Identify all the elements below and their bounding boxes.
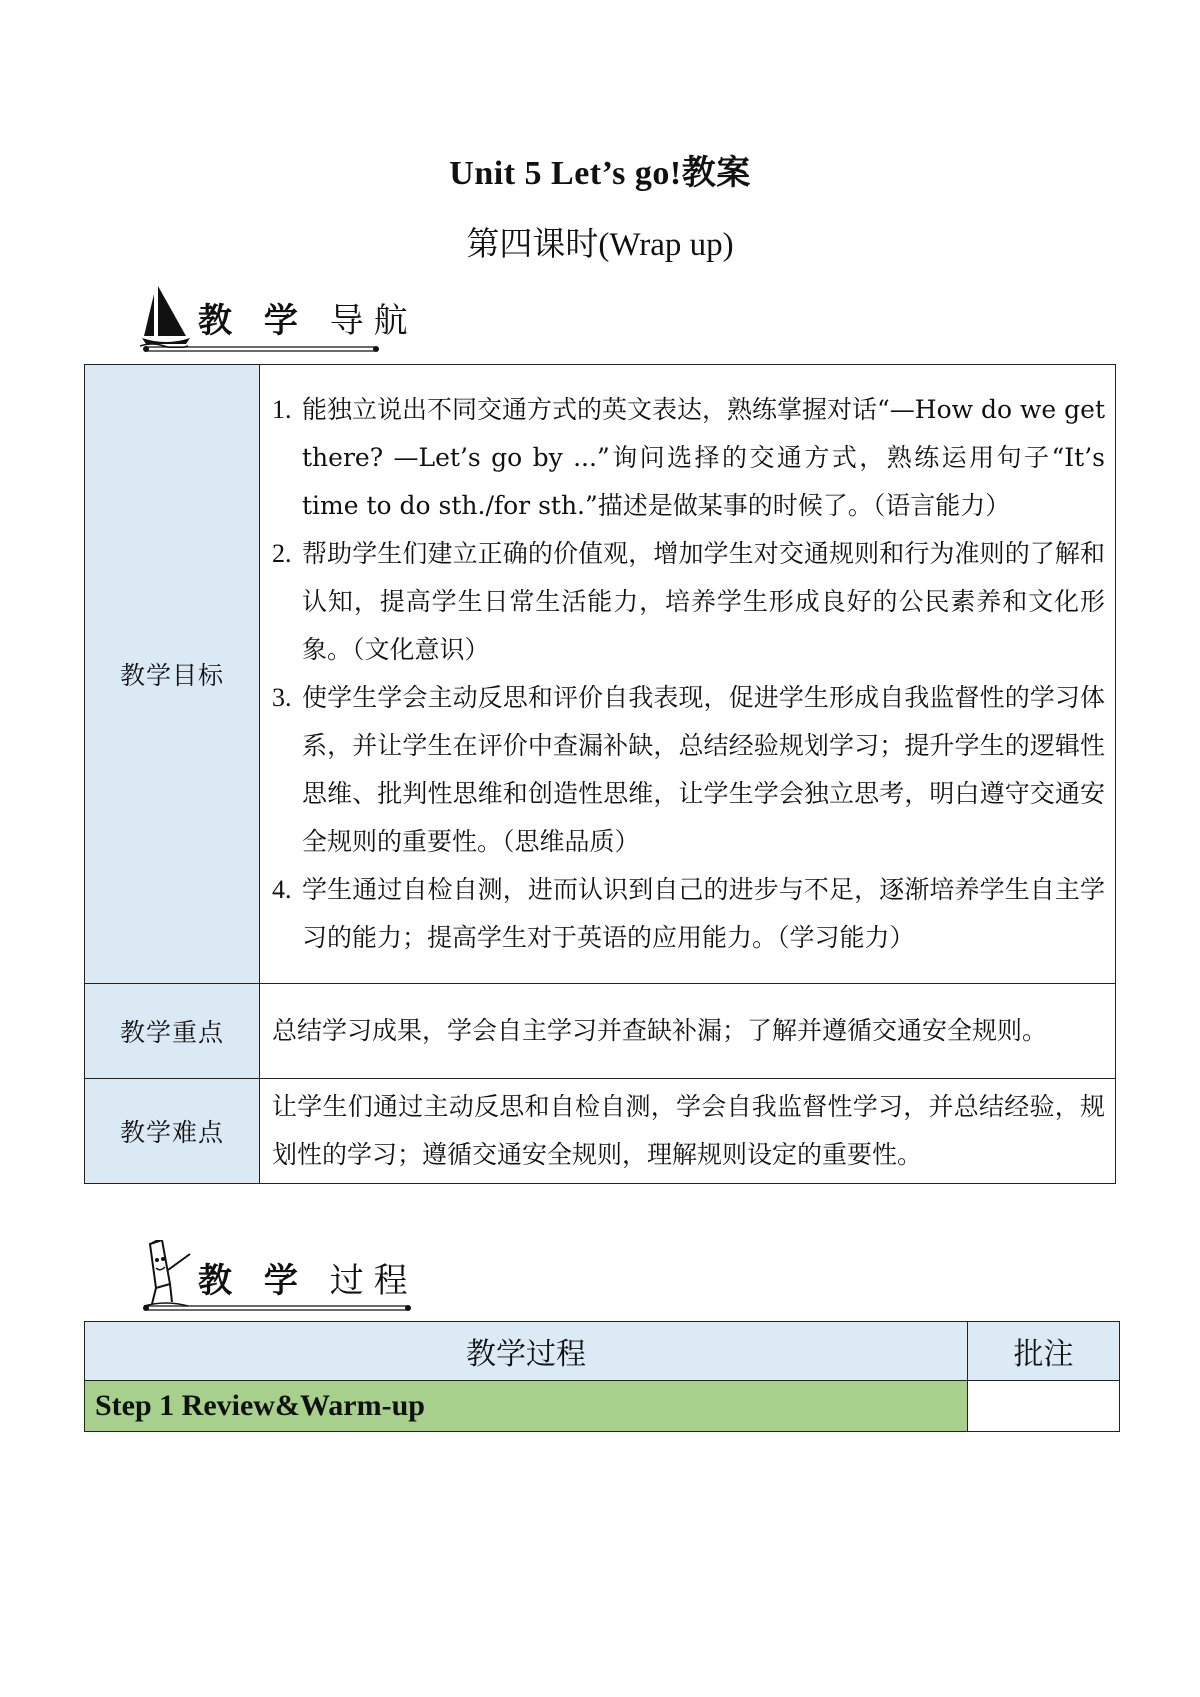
pencil-character-icon bbox=[140, 1240, 192, 1308]
goal-item: 1. 能独立说出不同交通方式的英文表达，熟练掌握对话“—How do we get there? —Let’s go by ...”询问选择的交通方式，熟练运用句子“It’s time to do sth./for sth.”描述是做某事的时候了。（语言能力） bbox=[272, 395, 1105, 520]
header-teaching-process: 教学过程 bbox=[85, 1322, 968, 1381]
table-row bbox=[85, 365, 1116, 984]
step-1-notes-cell bbox=[968, 1381, 1120, 1432]
table-row bbox=[85, 1079, 1116, 1184]
document-subtitle: 第四课时(Wrap up) bbox=[466, 227, 734, 263]
goal-item: 3. 使学生学会主动反思和评价自我表现，促进学生形成自我监督性的学习体系，并让学生在评价中查漏补缺，总结经验规划学习；提升学生的逻辑性思维、批判性思维和创造性思维，让学生学会独立思考，明白遵守交通安全规则的重要性。（思维品质） bbox=[272, 683, 1105, 856]
section-nav-heading-light: 导航 bbox=[329, 301, 418, 341]
teaching-process-table bbox=[84, 1321, 1120, 1432]
section-nav-heading-bold: 教 学 bbox=[198, 301, 308, 341]
section-process-underline bbox=[142, 1303, 412, 1313]
section-nav-underline bbox=[142, 344, 380, 354]
document-title: Unit 5 Let’s go!教案 bbox=[449, 155, 751, 192]
row-label-key-points: 教学重点 bbox=[85, 984, 260, 1079]
key-points-content: 总结学习成果，学会自主学习并查缺补漏；了解并遵循交通安全规则。 bbox=[260, 984, 1116, 1079]
section-nav-heading bbox=[140, 280, 418, 348]
section-process-heading-bold: 教 学 bbox=[198, 1261, 308, 1301]
table-header-row bbox=[85, 1322, 1120, 1381]
goal-item: 4. 学生通过自检自测，进而认识到自己的进步与不足，逐渐培养学生自主学习的能力；提高学生对于英语的应用能力。（学习能力） bbox=[272, 875, 1105, 952]
row-label-objectives: 教学目标 bbox=[85, 365, 260, 984]
table-row bbox=[85, 1381, 1120, 1432]
row-label-difficulties: 教学难点 bbox=[85, 1079, 260, 1184]
objectives-content bbox=[260, 365, 1116, 984]
header-notes: 批注 bbox=[968, 1322, 1120, 1381]
difficulties-content: 让学生们通过主动反思和自检自测，学会自我监督性学习，并总结经验，规划性的学习；遵循交通安全规则，理解规则设定的重要性。 bbox=[260, 1079, 1116, 1184]
teaching-nav-table bbox=[84, 364, 1116, 1184]
table-row bbox=[85, 984, 1116, 1079]
section-process-heading bbox=[140, 1240, 418, 1308]
section-process-heading-light: 过程 bbox=[329, 1261, 418, 1301]
sailboat-icon bbox=[140, 280, 192, 348]
step-1-cell: Step 1 Review&Warm-up bbox=[85, 1381, 968, 1432]
goal-item: 2. 帮助学生们建立正确的价值观，增加学生对交通规则和行为准则的了解和认知，提高学生日常生活能力，培养学生形成良好的公民素养和文化形象。（文化意识） bbox=[272, 539, 1105, 664]
